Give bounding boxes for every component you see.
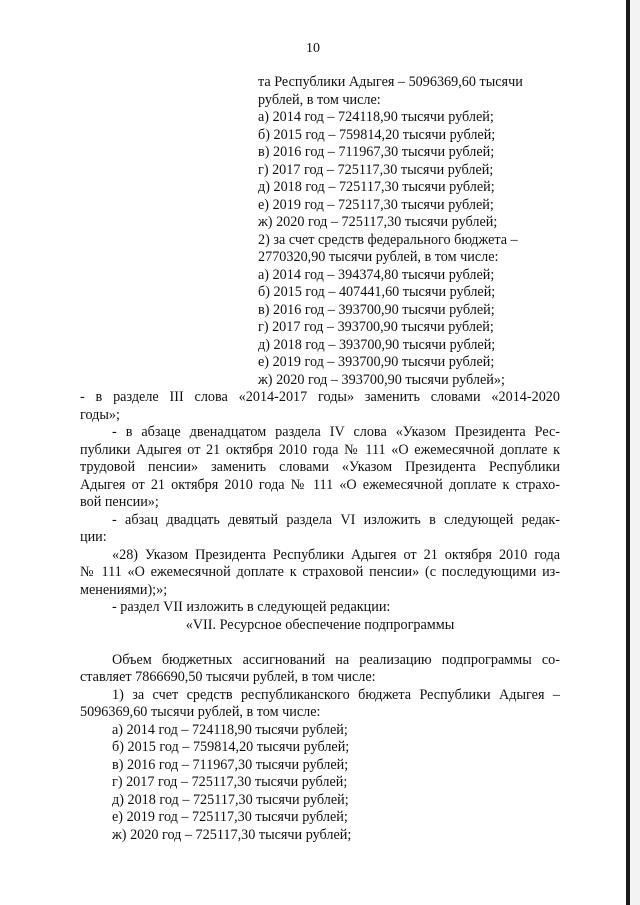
amendment-section6: ции: — [80, 529, 107, 545]
budget-total: ставляет 7866690,50 тысячи рублей, в том числе: — [80, 669, 376, 685]
year-line: ж) 2020 год – 725117,30 тысячи рублей; — [112, 827, 352, 843]
fragment-line: 2770320,90 тысячи рублей, в том числе: — [258, 249, 499, 265]
fragment-line: рублей, в том числе: — [258, 92, 381, 108]
section-heading: «VII. Ресурсное обеспечение подпрограммы — [185, 617, 455, 633]
fragment-line: та Республики Адыгея – 5096369,60 тысячи — [258, 74, 523, 90]
fragment-line: д) 2018 год – 393700,90 тысячи рублей; — [258, 337, 496, 353]
year-line: е) 2019 год – 725117,30 тысячи рублей; — [112, 809, 348, 825]
fragment-line: е) 2019 год – 393700,90 тысячи рублей; — [258, 354, 495, 370]
regional-budget: 1) за счет средств республиканского бюджета Республики Адыгея – — [112, 687, 560, 703]
item-28: «28) Указом Президента Республики Адыгея от 21 октября 2010 года — [112, 547, 560, 563]
year-line: а) 2014 год – 724118,90 тысячи рублей; — [112, 722, 348, 738]
fragment-line: а) 2014 год – 394374,80 тысячи рублей; — [258, 267, 495, 283]
fragment-line: г) 2017 год – 725117,30 тысячи рублей; — [258, 162, 494, 178]
fragment-line: б) 2015 год – 759814,20 тысячи рублей; — [258, 127, 496, 143]
fragment-line: б) 2015 год – 407441,60 тысячи рублей; — [258, 284, 496, 300]
amendment-section4: Адыгея от 21 октября 2010 года № 111 «О ежемесячной доплате к страхо- — [80, 477, 560, 493]
amendment-section4: публики Адыгея от 21 октября 2010 года № 111 «О ежемесячной доплате к — [80, 442, 560, 458]
item-28: № 111 «О ежемесячной доплате к страховой пенсии» (с последующими из- — [80, 564, 560, 580]
fragment-line: ж) 2020 год – 725117,30 тысячи рублей; — [258, 214, 498, 230]
fragment-line: а) 2014 год – 724118,90 тысячи рублей; — [258, 109, 494, 125]
fragment-line: ж) 2020 год – 393700,90 тысячи рублей»; — [258, 372, 505, 388]
item-28: менениями);»; — [80, 582, 168, 598]
amendment-section6: - абзац двадцать девятый раздела VI изложить в следующей редак- — [112, 512, 560, 528]
fragment-line: е) 2019 год – 725117,30 тысячи рублей; — [258, 197, 494, 213]
year-line: д) 2018 год – 725117,30 тысячи рублей; — [112, 792, 349, 808]
fragment-line: в) 2016 год – 711967,30 тысячи рублей; — [258, 144, 495, 160]
amendment-section4: трудовой пенсии» заменить словами «Указом Президента Республики — [80, 459, 560, 475]
year-line: в) 2016 год – 711967,30 тысячи рублей; — [112, 757, 349, 773]
year-line: г) 2017 год – 725117,30 тысячи рублей; — [112, 774, 348, 790]
budget-total: Объем бюджетных ассигнований на реализацию подпрограммы со- — [112, 652, 560, 668]
amendment-section3: - в разделе III слова «2014-2017 годы» заменить словами «2014-2020 — [80, 389, 560, 405]
regional-budget: 5096369,60 тысячи рублей, в том числе: — [80, 704, 321, 720]
page-edge — [626, 0, 630, 905]
amendment-section4: - в абзаце двенадцатом раздела IV слова «Указом Президента Рес- — [112, 424, 560, 440]
fragment-line: г) 2017 год – 393700,90 тысячи рублей; — [258, 319, 494, 335]
fragment-line: 2) за счет средств федерального бюджета – — [258, 232, 518, 248]
fragment-line: в) 2016 год – 393700,90 тысячи рублей; — [258, 302, 495, 318]
year-line: б) 2015 год – 759814,20 тысячи рублей; — [112, 739, 350, 755]
amendment-section3: годы»; — [80, 407, 120, 423]
fragment-line: д) 2018 год – 725117,30 тысячи рублей; — [258, 179, 495, 195]
page-number: 10 — [306, 41, 320, 56]
amendment-section4: вой пенсии»; — [80, 494, 159, 510]
amendment-section7: - раздел VII изложить в следующей редакции: — [112, 599, 391, 615]
